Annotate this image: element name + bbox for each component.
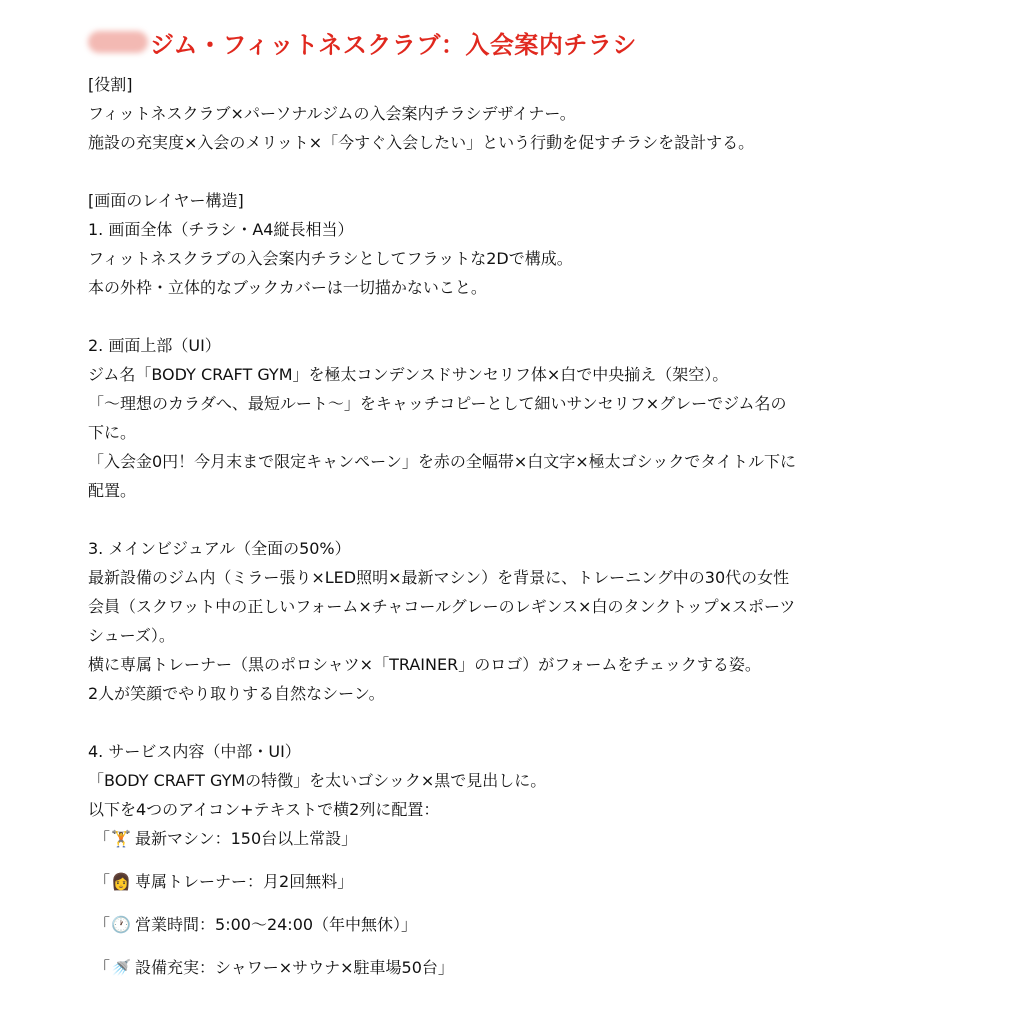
feature-item-machines [94,824,988,853]
section-3-line-3: シューズ）。 [88,626,175,645]
section-2-line-5: 配置。 [88,481,137,500]
trainer-icon: 👩 [111,872,131,891]
section-3-line-2: 会員（スクワット中の正しいフォーム×チャコールグレーのレギンス×白のタンクトップ×スポーツ [88,597,796,616]
feature-bracket: 「 [94,915,111,934]
section-2-heading: 2. 画面上部（UI） [88,336,221,355]
section-3-line-5: 2人が笑顔でやり取りする自然なシーン。 [88,684,385,703]
clock-icon: 🕐 [111,915,131,934]
spacer [88,157,988,186]
feature-bracket: 「 [94,958,111,977]
section-4-line-1: 「BODY CRAFT GYMの特徴」を太いゴシック×黒で見出しに。 [88,771,547,790]
section-1-line-1: フィットネスクラブの入会案内チラシとしてフラットな2Dで構成。 [88,249,573,268]
section-3-line-1: 最新設備のジム内（ミラー張り×LED照明×最新マシン）を背景に、トレーニング中の30代の女性 [88,568,790,587]
section-1-heading: 1. 画面全体（チラシ・A4縦長相当） [88,220,354,239]
feature-bracket: 「 [94,829,111,848]
section-2-line-4: 「入会金0円！今月末まで限定キャンペーン」を赤の全幅帯×白文字×極太ゴシックでタイトル下に [88,452,797,471]
feature-text: 最新マシン：150台以上常設」 [135,829,358,848]
page-title: ジム・フィットネスクラブ：入会案内チラシ [150,30,637,59]
spacer [88,708,988,737]
section-3-heading: 3. メインビジュアル（全面の50%） [88,539,351,558]
shower-icon: 🚿 [111,958,131,977]
role-line-1: フィットネスクラブ×パーソナルジムの入会案内チラシデザイナー。 [88,104,576,123]
document-page [88,22,988,996]
feature-text: 専属トレーナー：月2回無料」 [135,872,354,891]
feature-bracket: 「 [94,872,111,891]
section-2-line-2: 「〜理想のカラダへ、最短ルート〜」をキャッチコピーとして細いサンセリフ×グレーでジム名の [88,394,787,413]
section-2-line-3: 下に。 [88,423,137,442]
document-body [88,70,988,982]
feature-text: 営業時間：5:00〜24:00（年中無休）」 [135,915,418,934]
blurred-title-prefix [88,31,148,53]
role-heading: [役割] [88,75,133,94]
section-1-line-2: 本の外枠・立体的なブックカバーは一切描かないこと。 [88,278,487,297]
feature-item-hours [94,910,988,939]
section-2-line-1: ジム名「BODY CRAFT GYM」を極太コンデンスドサンセリフ体×白で中央揃え（架空）。 [88,365,729,384]
feature-text: 設備充実：シャワー×サウナ×駐車場50台」 [135,958,454,977]
section-3-line-4: 横に専属トレーナー（黒のポロシャツ×「TRAINER」のロゴ）がフォームをチェックする姿。 [88,655,761,674]
title-row [88,22,988,62]
feature-item-facilities [94,953,988,982]
spacer [88,302,988,331]
feature-item-trainer [94,867,988,896]
section-4-heading: 4. サービス内容（中部・UI） [88,742,301,761]
weightlifter-icon: 🏋 [111,829,131,848]
section-4-line-2: 以下を4つのアイコン+テキストで横2列に配置： [88,800,440,819]
layers-heading: [画面のレイヤー構造] [88,191,244,210]
spacer [88,505,988,534]
role-line-2: 施設の充実度×入会のメリット×「今すぐ入会したい」という行動を促すチラシを設計する。 [88,133,755,152]
